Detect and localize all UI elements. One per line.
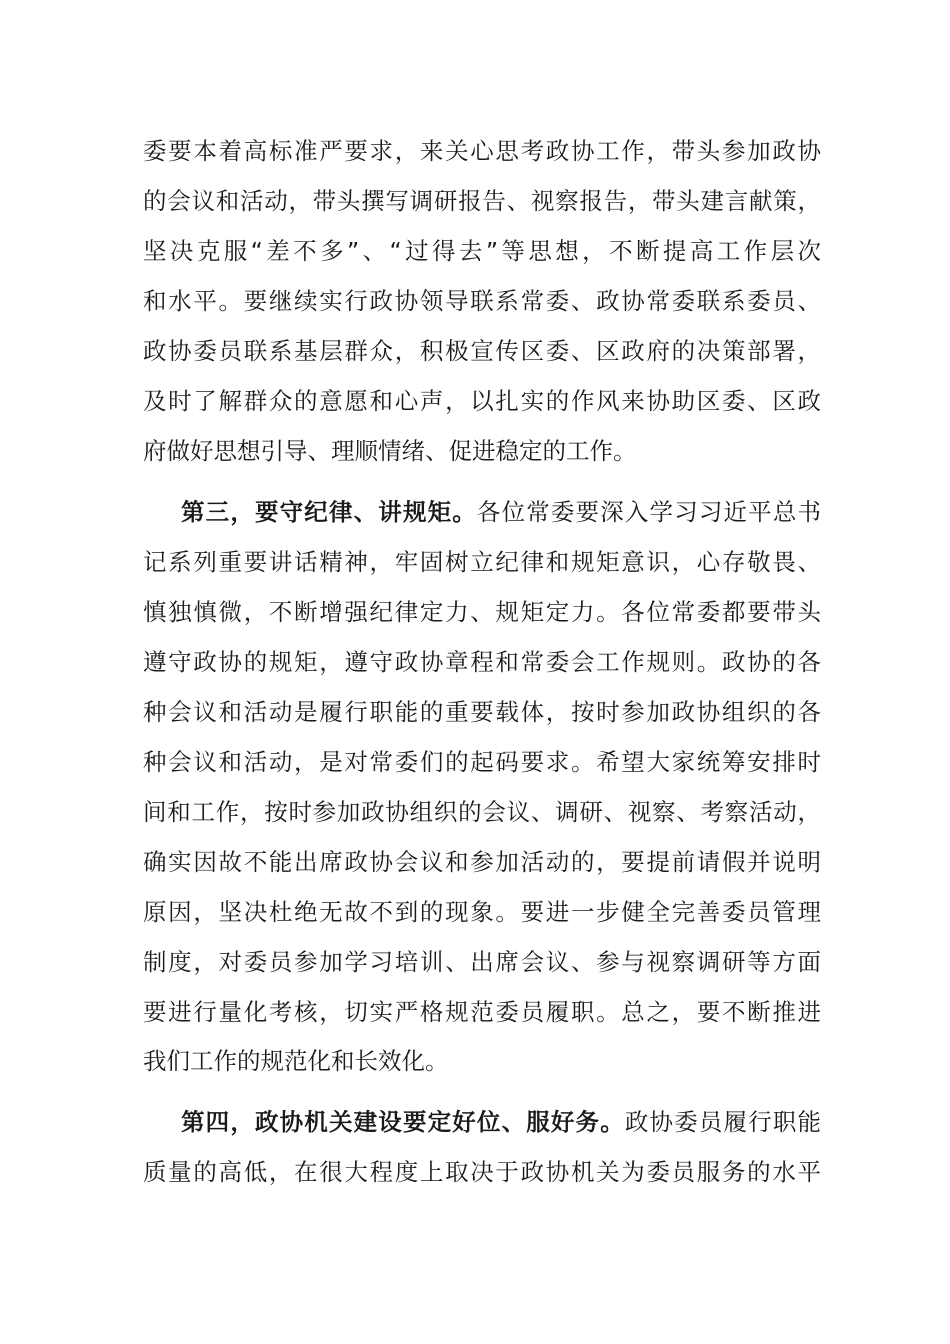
paragraph-first-line	[181, 1107, 821, 1137]
paragraph-line: 我们工作的规范化和长效化。	[143, 1047, 449, 1075]
paragraph-heading: 第三，要守纪律、讲规矩。	[181, 498, 477, 526]
paragraph-line: 及时了解群众的意愿和心声，以扎实的作风来协助区委、区政	[143, 387, 821, 415]
paragraph-line: 原因，坚决杜绝无故不到的现象。要进一步健全完善委员管理	[143, 898, 821, 926]
paragraph-line: 和水平。要继续实行政协领导联系常委、政协常委联系委员、	[143, 287, 821, 315]
paragraph-line: 间和工作，按时参加政协组织的会议、调研、视察、考察活动，	[143, 798, 821, 826]
paragraph-text: 各位常委要深入学习习近平总书	[476, 498, 822, 526]
paragraph-line: 遵守政协的规矩，遵守政协章程和常委会工作规则。政协的各	[143, 648, 821, 676]
paragraph-first-line	[181, 497, 821, 527]
paragraph-line: 质量的高低，在很大程度上取决于政协机关为委员服务的水平	[143, 1158, 821, 1186]
paragraph-line: 坚决克服“差不多”、“过得去”等思想，不断提高工作层次	[143, 237, 821, 265]
paragraph-line: 种会议和活动，是对常委们的起码要求。希望大家统筹安排时	[143, 748, 821, 776]
paragraph-line: 政协委员联系基层群众，积极宣传区委、区政府的决策部署，	[143, 337, 821, 365]
paragraph-line: 种会议和活动是履行职能的重要载体，按时参加政协组织的各	[143, 698, 821, 726]
paragraph-line: 记系列重要讲话精神，牢固树立纪律和规矩意识，心存敬畏、	[143, 548, 821, 576]
paragraph-line: 府做好思想引导、理顺情绪、促进稳定的工作。	[143, 437, 637, 465]
paragraph-line: 慎独慎微，不断增强纪律定力、规矩定力。各位常委都要带头	[143, 598, 821, 626]
paragraph-heading: 第四，政协机关建设要定好位、服好务。	[181, 1108, 625, 1136]
paragraph-line: 确实因故不能出席政协会议和参加活动的，要提前请假并说明	[143, 848, 821, 876]
paragraph-line: 要进行量化考核，切实严格规范委员履职。总之，要不断推进	[143, 998, 821, 1026]
paragraph-line: 制度，对委员参加学习培训、出席会议、参与视察调研等方面	[143, 948, 821, 976]
paragraph-line: 委要本着高标准严要求，来关心思考政协工作，带头参加政协	[143, 137, 821, 165]
paragraph-line: 的会议和活动，带头撰写调研报告、视察报告，带头建言献策，	[143, 187, 821, 215]
paragraph-text: 政协委员履行职能	[624, 1108, 822, 1136]
